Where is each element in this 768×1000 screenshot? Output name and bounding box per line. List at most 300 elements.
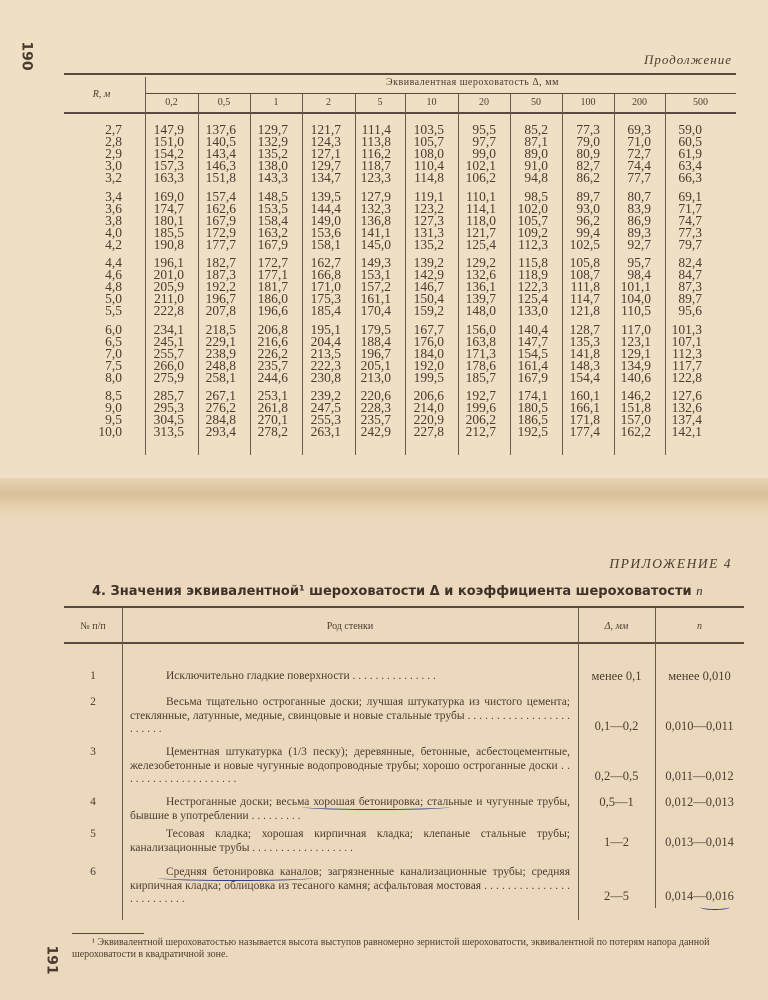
table-cell: 139,2 [413,255,444,270]
table-cell: 162,7 [310,255,341,270]
header-num: № п/п [80,621,106,632]
table-cell: 295,3 [153,400,184,416]
row-r-value: 2,8 [105,134,122,150]
table-cell: 125,4 [517,291,548,307]
table-cell: 99,0 [472,146,496,162]
table-cell: 59,0 [678,122,702,137]
table-title-n: n [696,583,703,598]
table-cell: 146,7 [413,279,444,295]
table-cell: 158,1 [310,236,341,252]
table-cell: 140,6 [620,369,651,385]
table-cell: 147,7 [517,333,548,349]
table-cell: 118,9 [518,267,548,283]
table-cell: 284,8 [205,412,236,428]
table-cell: 122,3 [517,279,548,295]
table-cell: 77,3 [576,122,600,137]
table-cell: 94,8 [524,170,548,186]
table-cell: 98,5 [524,188,548,204]
table-cell: 139,7 [465,291,496,307]
table-cell: 89,3 [627,224,651,240]
table-cell: 111,4 [361,122,391,137]
table-cell: 199,5 [413,369,444,385]
table-cell: 138,0 [257,158,288,174]
table-cell: 124,3 [310,134,341,150]
table-cell: 182,7 [205,255,236,270]
column-header-delta: 2 [326,97,331,108]
row-r-value: 7,0 [105,345,122,361]
table-cell: 114,1 [466,200,496,216]
page-number-191: 191 [43,945,60,975]
table-cell: 186,0 [257,291,288,307]
delta-value: 0,1—0,2 [594,719,639,733]
table-cell: 69,1 [678,188,702,204]
table-cell: 123,3 [360,170,391,186]
table-cell: 157,0 [620,412,651,428]
table-cell: 174,1 [517,388,548,403]
table-cell: 154,4 [569,369,600,385]
table-cell: 129,2 [465,255,496,270]
row-r-value: 6,5 [105,333,122,349]
table-cell: 85,2 [524,122,548,137]
table-cell: 253,1 [257,388,288,403]
table-cell: 154,5 [517,345,548,361]
row-r-value: 2,9 [105,146,122,162]
table-title-text: 4. Значения эквивалентной¹ шероховатости Δ и коэффициента шероховатости [92,584,692,599]
continuation-label: Продолжение [643,52,732,67]
table-cell: 235,7 [360,412,391,428]
column-header-delta: 10 [426,97,437,108]
table-cell: 135,3 [569,333,600,349]
table-cell: 177,1 [257,267,288,283]
table-cell: 176,0 [413,333,444,349]
table-cell: 83,9 [627,200,651,216]
table-cell: 142,9 [413,267,444,283]
table-cell: 180,1 [153,212,184,228]
table-cell: 255,7 [153,345,184,361]
column-header-delta: 20 [479,97,489,108]
row-r-value: 8,0 [105,369,122,385]
table-cell: 226,2 [257,345,288,361]
table-cell: 131,3 [413,224,444,240]
table-cell: 140,5 [205,134,236,150]
table-cell: 270,1 [257,412,288,428]
table-cell: 167,9 [257,236,288,252]
table-cell: 201,0 [153,267,184,283]
table-cell: 132,6 [671,400,702,416]
table-cell: 181,7 [257,279,288,295]
table-cell: 172,7 [257,255,288,270]
table-cell: 136,8 [360,212,391,228]
header-kind: Род стенки [326,621,374,632]
table-cell: 169,0 [153,188,184,204]
row-r-value: 4,4 [105,255,122,270]
wall-type-description: Цементная штукатурка (1/3 песку); деревянные, бетонные, асбестоцементные, железобетонные и новые чугунные водопроводные трубы; хорошо остроганные доски . . . . . . . . . . . . . . . . . . . . . [130,746,570,786]
table-cell: 92,7 [627,236,651,252]
table-cell: 114,8 [414,170,444,186]
table-cell: 196,7 [360,345,391,361]
table-cell: 153,6 [310,224,341,240]
table-cell: 79,7 [678,236,702,252]
wall-type-description: Средняя бетонировка каналов; загрязненные канализационные трубы; средняя кирпичная кладка; облицовка из тесаного камня; асфальтовая мостовая . . . . . . . . . . . . . . . . . . . . . . . . . [130,866,570,906]
table-cell: 313,5 [153,424,184,440]
table-cell: 213,5 [310,345,341,361]
table-cell: 82,7 [576,158,600,174]
table-cell: 245,1 [153,333,184,349]
delta-value: 1—2 [604,835,629,849]
table-cell: 206,6 [413,388,444,403]
row-r-value: 5,0 [105,291,122,307]
table-cell: 87,3 [678,279,702,295]
column-header-delta: 5 [377,97,383,108]
table-cell: 110,1 [466,188,496,204]
table-cell: 101,3 [671,321,702,337]
table-cell: 151,8 [205,170,236,186]
table-cell: 114,7 [570,291,600,307]
table-cell: 89,7 [678,291,702,307]
table-cell: 129,1 [620,345,651,361]
table-cell: 222,8 [153,303,184,319]
table-cell: 159,2 [413,303,444,319]
table-cell: 103,5 [413,122,444,137]
row-r-value: 9,0 [105,400,122,416]
table-cell: 187,3 [205,267,236,283]
row-r-value: 10,0 [98,424,122,440]
column-header-delta: 500 [693,97,708,108]
table-cell: 123,1 [620,333,651,349]
table-cell: 161,1 [360,291,391,307]
table-cell: 111,8 [570,279,600,295]
table-cell: 107,1 [671,333,702,349]
row-r-value: 9,5 [105,412,122,428]
table-cell: 204,4 [310,333,341,349]
table-cell: 134,7 [310,170,341,186]
table-cell: 261,8 [257,400,288,416]
table-cell: 108,0 [413,146,444,162]
wall-type-description: Тесовая кладка; хорошая кирпичная кладка; клепаные стальные трубы; канализационные трубы . . . . . . . . . . . . . . . . . . [130,828,570,854]
table-cell: 135,2 [257,146,288,162]
row-number: 6 [90,866,96,878]
table-cell: 139,5 [310,188,341,204]
n-value: 0,014—0,016 [665,889,734,903]
table-cell: 140,4 [517,321,548,337]
table-cell: 97,7 [472,134,496,150]
table-cell: 186,5 [517,412,548,428]
table-cell: 121,7 [465,224,496,240]
table-cell: 258,1 [205,369,236,385]
row-r-value: 4,0 [105,224,122,240]
table-cell: 207,8 [205,303,236,319]
n-value: 0,012—0,013 [665,795,734,809]
column-header-delta: 200 [632,97,647,108]
table-cell: 133,0 [517,303,548,319]
table-cell: 89,0 [524,146,548,162]
table-cell: 190,8 [153,236,184,252]
table-cell: 80,9 [576,146,600,162]
table-cell: 216,6 [257,333,288,349]
table-cell: 229,1 [205,333,236,349]
row-r-value: 5,5 [105,303,122,319]
table-cell: 171,8 [569,412,600,428]
table-cell: 136,1 [465,279,496,295]
table-cell: 127,6 [671,388,702,403]
table-cell: 129,7 [310,158,341,174]
table-cell: 263,1 [310,424,341,440]
row-r-value: 3,2 [105,170,122,186]
table-cell: 95,5 [472,122,496,137]
delta-value: менее 0,1 [591,669,642,683]
table-cell: 177,4 [569,424,600,440]
table-cell: 172,9 [205,224,236,240]
table-cell: 278,2 [257,424,288,440]
table-cell: 177,7 [205,236,236,252]
table-cell: 129,7 [257,122,288,137]
table-cell: 147,9 [153,122,184,137]
table-cell: 117,0 [621,321,651,337]
table-cell: 79,0 [576,134,600,150]
n-value: менее 0,010 [668,669,731,683]
table-cell: 285,7 [153,388,184,403]
table-cell: 163,3 [153,170,184,186]
table-cell: 267,1 [205,388,236,403]
table-cell: 143,3 [257,170,288,186]
table-cell: 175,3 [310,291,341,307]
table-cell: 71,7 [678,200,702,216]
table-cell: 151,8 [620,400,651,416]
delta-value: 2—5 [604,889,629,903]
table-cell: 141,8 [569,345,600,361]
table-cell: 222,3 [310,357,341,373]
table-cell: 148,5 [257,188,288,204]
table-cell: 196,1 [153,255,184,270]
table-cell: 98,4 [627,267,651,283]
table-cell: 161,4 [517,357,548,373]
table-title [92,583,703,599]
table-cell: 199,6 [465,400,496,416]
table-cell: 119,1 [414,188,444,204]
table-cell: 118,0 [466,212,496,228]
table-cell: 74,7 [678,212,702,228]
table-cell: 153,5 [257,200,288,216]
table-cell: 66,3 [678,170,702,186]
table-cell: 158,4 [257,212,288,228]
table-cell: 230,8 [310,369,341,385]
row-number: 2 [90,696,96,708]
table-cell: 239,2 [310,388,341,403]
table-cell: 84,7 [678,267,702,283]
table-cell: 146,3 [205,158,236,174]
delta-value: 0,5—1 [599,795,634,809]
table-cell: 184,0 [413,345,444,361]
row-r-value: 7,5 [105,357,122,373]
table-cell: 266,0 [153,357,184,373]
table-cell: 206,2 [465,412,496,428]
table-cell: 167,7 [413,321,444,337]
table-cell: 196,7 [205,291,236,307]
appendix-label: ПРИЛОЖЕНИЕ 4 [609,556,732,571]
table-cell: 144,4 [310,200,341,216]
column-header-delta: 100 [580,97,596,108]
table-cell: 185,4 [310,303,341,319]
table-cell: 166,8 [310,267,341,283]
table-cell: 167,9 [205,212,236,228]
table-cell: 157,3 [153,158,184,174]
table-cell: 137,6 [205,122,236,137]
table-cell: 153,1 [360,267,391,283]
table-cell: 205,9 [153,279,184,295]
footnote: ¹ Эквивалентной шероховатостью называется высота выступов равномерно зернистой шероховатости, эквивалентной по потерям напора данной шероховатости в квадратичной зоне. [72,937,710,960]
table-cell: 80,7 [627,188,651,204]
table-cell: 188,4 [360,333,391,349]
table-cell: 102,1 [465,158,496,174]
table-cell: 95,6 [678,303,702,319]
table-cell: 134,9 [620,357,651,373]
table-cell: 255,3 [310,412,341,428]
table-cell: 91,0 [524,158,548,174]
column-header-r: R, м [92,89,111,100]
table-cell: 127,9 [360,188,391,204]
table-cell: 108,7 [569,267,600,283]
header-n: n [697,621,702,632]
table-cell: 148,3 [569,357,600,373]
table-cell: 86,9 [627,212,651,228]
wall-type-description: Весьма тщательно остроганные доски; лучшая штукатурка из чистого цемента; стеклянные, латунные, медные, свинцовые и новые стальные трубы . . . . . . . . . . . . . . . . . . . . . . . . [130,696,570,736]
table-cell: 77,7 [627,170,651,186]
table-cell: 117,7 [672,357,702,373]
table-cell: 123,2 [413,200,444,216]
table-cell: 63,4 [678,158,702,174]
table-cell: 163,8 [465,333,496,349]
table-cell: 93,0 [576,200,600,216]
delta-value: 0,2—0,5 [594,769,639,783]
table-cell: 105,7 [413,134,444,150]
row-r-value: 4,8 [105,279,122,295]
table-cell: 72,7 [627,146,651,162]
table-cell: 102,5 [569,236,600,252]
table-cell: 205,1 [360,357,391,373]
row-r-value: 4,6 [105,267,122,283]
table-cell: 304,5 [153,412,184,428]
table-cell: 89,7 [576,188,600,204]
table-cell: 178,6 [465,357,496,373]
table-cell: 185,7 [465,369,496,385]
table-cell: 127,3 [413,212,444,228]
table-cell: 87,1 [524,134,548,150]
table-cell: 109,2 [517,224,548,240]
row-number: 4 [90,796,96,808]
table-cell: 163,2 [257,224,288,240]
table-cell: 132,6 [465,267,496,283]
table-cell: 61,9 [678,146,702,162]
table-cell: 213,0 [360,369,391,385]
table-cell: 125,4 [465,236,496,252]
table-cell: 170,4 [360,303,391,319]
table-cell: 214,0 [413,400,444,416]
table-cell: 149,3 [360,255,391,270]
table-cell: 227,8 [413,424,444,440]
table-cell: 60,5 [678,134,702,150]
table-cell: 196,6 [257,303,288,319]
table-cell: 116,2 [361,146,391,162]
table-cell: 135,2 [413,236,444,252]
table-cell: 141,1 [360,224,391,240]
row-r-value: 4,2 [105,236,122,252]
table-cell: 157,4 [205,188,236,204]
table-cell: 293,4 [205,424,236,440]
row-r-value: 2,7 [105,122,122,137]
header-delta: Δ, мм [604,621,629,632]
table-cell: 156,0 [465,321,496,337]
table-cell: 228,3 [360,400,391,416]
table-cell: 105,8 [569,255,600,270]
table-cell: 110,5 [621,303,651,319]
table-cell: 115,8 [518,255,548,270]
table-cell: 235,7 [257,357,288,373]
table-cell: 146,2 [620,388,651,403]
row-number: 1 [90,670,96,682]
table-cell: 192,0 [413,357,444,373]
table-cell: 206,8 [257,321,288,337]
row-r-value: 3,6 [105,200,122,216]
row-r-value: 3,4 [105,188,122,204]
table-cell: 74,4 [627,158,651,174]
table-cell: 110,4 [414,158,444,174]
table-cell: 166,1 [569,400,600,416]
column-header-delta: 1 [273,97,279,108]
row-number: 3 [90,746,96,758]
n-value: 0,011—0,012 [665,769,734,783]
table-cell: 179,5 [360,321,391,337]
table-cell: 157,2 [360,279,391,295]
table-cell: 212,7 [465,424,496,440]
table-cell: 95,7 [627,255,651,270]
row-r-value: 8,5 [105,388,122,403]
table-cell: 121,8 [569,303,600,319]
table-cell: 121,7 [310,122,341,137]
table-cell: 171,0 [310,279,341,295]
table-cell: 101,1 [620,279,651,295]
footnote-divider [72,933,144,934]
table-cell: 154,2 [153,146,184,162]
table-cell: 143,4 [205,146,236,162]
table-cell: 162,2 [620,424,651,440]
table-cell: 276,2 [205,400,236,416]
n-value: 0,013—0,014 [665,835,734,849]
table-cell: 192,2 [205,279,236,295]
table-cell: 211,0 [154,291,184,307]
table-cell: 105,7 [517,212,548,228]
table-cell: 142,1 [671,424,702,440]
table-cell: 106,2 [465,170,496,186]
table-cell: 132,9 [257,134,288,150]
table-cell: 220,9 [413,412,444,428]
table-cell: 192,7 [465,388,496,403]
table-cell: 128,7 [569,321,600,337]
column-header-delta: 0,5 [217,97,231,108]
table-cell: 132,3 [360,200,391,216]
table-cell: 167,9 [517,369,548,385]
table-cell: 122,8 [671,369,702,385]
table-cell: 118,7 [361,158,391,174]
table-cell: 77,3 [678,224,702,240]
column-header-delta: 50 [531,97,541,108]
table-cell: 82,4 [678,255,702,270]
table-cell: 218,5 [205,321,236,337]
table-cell: 185,5 [153,224,184,240]
table-cell: 99,4 [576,224,600,240]
table-cell: 192,5 [517,424,548,440]
table-cell: 248,8 [205,357,236,373]
table-cell: 247,5 [310,400,341,416]
